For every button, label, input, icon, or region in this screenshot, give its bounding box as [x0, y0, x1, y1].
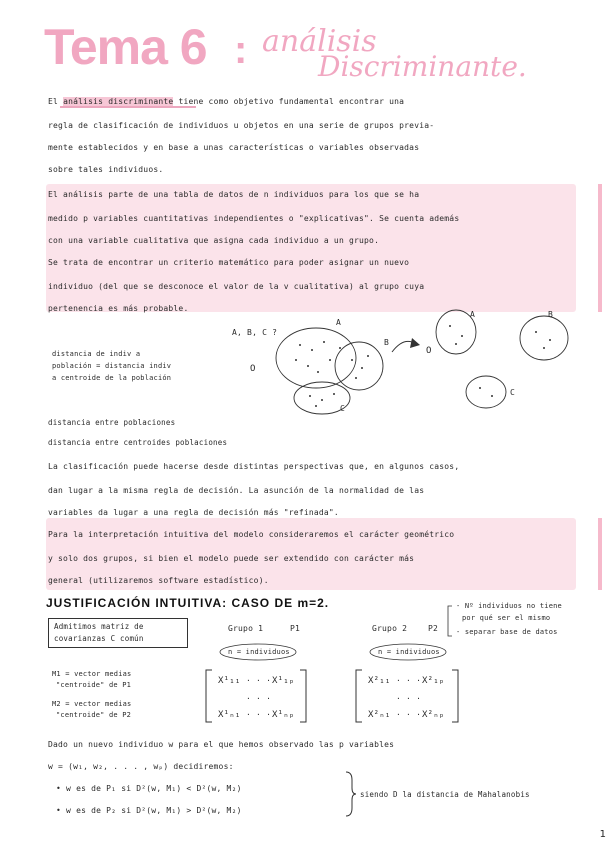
page-number: 1: [599, 829, 606, 840]
final-line-3: • w es de P₁ si D²(w, M₁) < D²(w, M₂): [56, 784, 242, 793]
title-sub1: análisis: [262, 24, 377, 59]
group2-label: Grupo 2: [372, 624, 408, 633]
cluster-a-ellipse: [276, 328, 356, 388]
para-line-5: El análisis parte de una tabla de datos de n individuos para los que se ha: [48, 190, 420, 199]
para-line-6: medido p variables cuantitativas independientes o "explicativas". Se cuenta además: [48, 214, 460, 223]
diagram-label-a2: A: [470, 310, 476, 319]
matrix1-x11: X¹₁₁: [218, 676, 241, 686]
diagram-label-a: A: [336, 318, 342, 327]
line2-3: La clasificación puede hacerse desde distintas perspectivas que, en algunos casos,: [48, 462, 460, 471]
title-main: Tema 6: [44, 19, 207, 75]
diagram-note-3: a centroide de la población: [52, 374, 172, 382]
matrix1-xnp: X¹ₙₚ: [272, 710, 295, 720]
para-line-8: Se trata de encontrar un criterio matemático para poder asignar un nuevo: [48, 258, 410, 267]
side-note-2: por qué ser el mismo: [462, 614, 551, 622]
line2-7: y solo dos grupos, si bien el modelo puede ser extendido con carácter más: [48, 554, 415, 563]
para-line-2: regla de clasificación de individuos u objetos en una serie de grupos previa-: [48, 121, 435, 130]
m2-line-a: M2 = vector medias: [52, 700, 132, 708]
cluster-b-ellipse: [335, 342, 383, 390]
matrix2-dots-top: · · ·: [396, 676, 422, 685]
highlighted-term: análisis discriminante: [63, 97, 174, 106]
matrix2-dots-bot: · · ·: [396, 710, 422, 719]
m1-line-a: M1 = vector medias: [52, 670, 132, 678]
matrix1-right-bracket: [300, 670, 306, 722]
decision-brace: [346, 772, 356, 816]
line2-4: dan lugar a la misma regla de decisión. La asunción de la normalidad de las: [48, 486, 425, 495]
para-line-4: sobre tales individuos.: [48, 165, 164, 174]
side-note-1: - Nº individuos no tiene: [456, 602, 562, 610]
matrix1-dots-bot: · · ·: [246, 710, 272, 719]
para-line-10: pertenencia es más probable.: [48, 304, 189, 313]
para-line-7: con una variable cualitativa que asigna cada individuo a un grupo.: [48, 236, 380, 245]
cluster-c2-ellipse: [466, 376, 506, 408]
matrix1-x1p: X¹₁ₚ: [272, 676, 295, 686]
matrix1-dots-mid: · · ·: [246, 694, 272, 703]
arrow-head: [410, 338, 420, 348]
section-heading: JUSTIFICACIÓN INTUITIVA: CASO DE m=2.: [46, 596, 330, 610]
side-note-3: - separar base de datos: [456, 628, 558, 636]
final-line-4: • w es de P₂ si D²(w, M₁) > D²(w, M₂): [56, 806, 242, 815]
diagram-label-o: O: [250, 364, 256, 374]
cluster-b2-ellipse: [520, 316, 568, 360]
line2-2: distancia entre centroides poblaciones: [48, 438, 228, 447]
matrix2-xn1: X²ₙ₁: [368, 710, 391, 720]
matrix2-x1p: X²₁ₚ: [422, 676, 445, 686]
cluster-dots: [295, 341, 369, 407]
line2-5: variables da lugar a una regla de decisión más "refinada".: [48, 508, 339, 517]
title-sub2: Discriminante.: [318, 50, 527, 83]
matrix1-dots-top: · · ·: [246, 676, 272, 685]
matrix2-xnp: X²ₙₚ: [422, 710, 445, 720]
diagram-note-1: distancia de indiv a: [52, 350, 141, 358]
cluster-dots-2: [449, 325, 551, 397]
para-line-3: mente establecidos y en base a unas características o variables observadas: [48, 143, 420, 152]
para-line-9: individuo (del que se desconoce el valor de la v cualitativa) al grupo cuya: [48, 282, 425, 291]
final-line-1: Dado un nuevo individuo w para el que hemos observado las p variables: [48, 740, 395, 749]
diagram-note-2: población = distancia indiv: [52, 362, 172, 370]
matrix1-left-bracket: [206, 670, 212, 722]
side-note-bracket: [448, 606, 452, 636]
n-individuos-2: n = individuos: [378, 648, 440, 656]
matrix2-x11: X²₁₁: [368, 676, 391, 686]
diagram-label-b: B: [384, 338, 390, 347]
brace-note: siendo D la distancia de Mahalanobis: [360, 790, 530, 799]
matrix1-xn1: X¹ₙ₁: [218, 710, 241, 720]
p2-label: P2: [428, 624, 439, 633]
title-colon: :: [234, 28, 248, 72]
m1-line-b: "centroide" de P1: [56, 681, 132, 689]
diagram-label-o2: O: [426, 346, 432, 356]
final-line-2: w = (w₁, w₂, . . . , wₚ) decidiremos:: [48, 762, 234, 771]
matrix2-dots-mid: · · ·: [396, 694, 422, 703]
matrix2-right-bracket: [452, 670, 458, 722]
line2-6: Para la interpretación intuitiva del modelo consideraremos el carácter geométrico: [48, 530, 455, 539]
assume-line-1: Admitimos matriz de: [54, 622, 144, 631]
n-individuos-1: n = individuos: [228, 648, 290, 656]
diagram-label-b2: B: [548, 310, 554, 319]
line2-1: distancia entre poblaciones: [48, 418, 176, 427]
group1-label: Grupo 1: [228, 624, 264, 633]
diagram-label-c: C: [340, 404, 346, 413]
para-line-1: El análisis discriminante tiene como objetivo fundamental encontrar una: [48, 97, 405, 106]
diagram-label-c2: C: [510, 388, 516, 397]
m2-line-b: "centroide" de P2: [56, 711, 132, 719]
line2-8: general (utilizaremos software estadístico).: [48, 576, 269, 585]
assume-line-2: covarianzas C común: [54, 634, 144, 643]
diagram-label-abc: A, B, C ?: [232, 328, 278, 337]
p1-label: P1: [290, 624, 301, 633]
matrix2-left-bracket: [356, 670, 362, 722]
